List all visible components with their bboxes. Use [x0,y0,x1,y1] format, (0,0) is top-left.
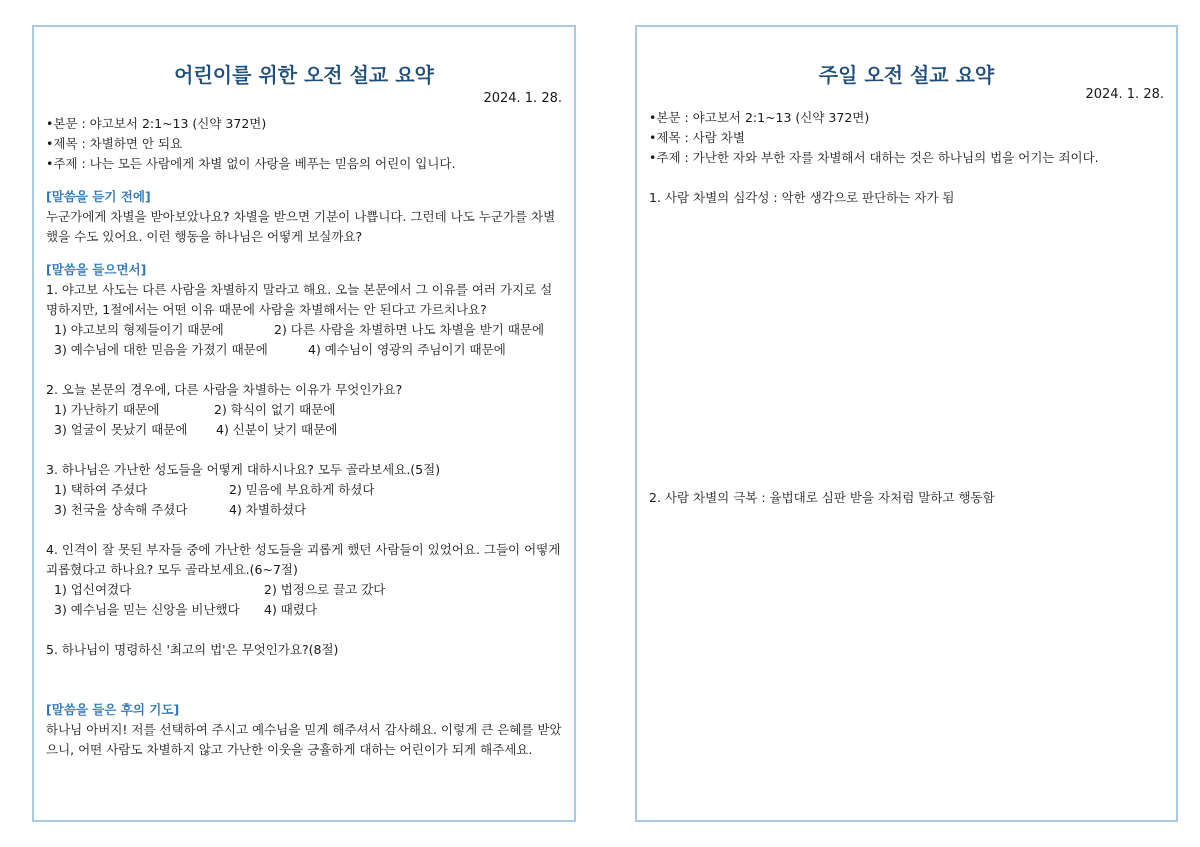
info-theme: •주제 : 나는 모든 사람에게 차별 없이 사랑을 베푸는 믿음의 어린이 입니다. [46,156,456,171]
option: 1) 가난하기 때문에 [54,402,160,417]
info-scripture: •본문 : 야고보서 2:1~13 (신약 372면) [649,110,870,125]
before-text: 누군가에게 차별을 받아보았나요? 차별을 받으면 기분이 나쁩니다. 그런데 나도 누군가를 차별했을 수도 있어요. 이런 행동을 하나님은 어떻게 보실까요? [46,209,556,244]
option: 4) 차별하셨다 [229,502,307,517]
main-sermon-body [649,108,1166,508]
question-2-options-row-2 [46,420,564,440]
option: 4) 예수님이 영광의 주님이기 때문에 [308,342,506,357]
option: 1) 야고보의 형제들이기 때문에 [54,322,224,337]
option: 4) 때렸다 [264,602,318,617]
question-4: 4. 인격이 잘 못된 부자들 중에 가난한 성도들을 괴롭게 했던 사람들이 있었어요. 그들이 어떻게 괴롭혔다고 하나요? 모두 골라보세요.(6~7절) [46,542,561,577]
info-sermon-title: •제목 : 차별하면 안 되요 [46,136,183,151]
option: 1) 택하여 주셨다 [54,482,148,497]
children-sermon-title: 어린이를 위한 오전 설교 요약 [174,63,434,87]
question-3-options-row-1 [46,480,564,500]
question-4-options-row-1 [46,580,564,600]
question-4-options-row-2 [46,600,564,620]
option: 2) 다른 사람을 차별하면 나도 차별을 받기 때문에 [274,322,545,337]
point-1: 1. 사람 차별의 심각성 : 악한 생각으로 판단하는 자가 됨 [649,190,955,205]
option: 3) 예수님을 믿는 신앙을 비난했다 [54,602,240,617]
main-sermon-date: 2024. 1. 28. [1085,87,1164,102]
question-3-options-row-2 [46,500,564,520]
children-sermon-body [46,114,564,760]
question-2-options-row-1 [46,400,564,420]
question-5: 5. 하나님이 명령하신 '최고의 법'은 무엇인가요?(8절) [46,642,339,657]
option: 2) 믿음에 부요하게 하셨다 [229,482,375,497]
info-sermon-title: •제목 : 사람 차별 [649,130,745,145]
option: 2) 법정으로 끌고 갔다 [264,582,386,597]
info-scripture: •본문 : 야고보서 2:1~13 (신약 372면) [46,116,267,131]
before-heading: [말씀을 듣기 전에] [46,189,151,204]
question-1: 1. 야고보 사도는 다른 사람을 차별하지 말라고 해요. 오늘 본문에서 그 이유를 여러 가지로 설명하지만, 1절에서는 어떤 이유 때문에 사람을 차별해서는 안 된다고 가르치나요? [46,282,553,317]
question-2: 2. 오늘 본문의 경우에, 다른 사람을 차별하는 이유가 무엇인가요? [46,382,403,397]
option: 1) 업신여겼다 [54,582,132,597]
option: 2) 학식이 없기 때문에 [214,402,336,417]
question-1-options-row-1 [46,320,564,340]
option: 3) 얼굴이 못났기 때문에 [54,422,188,437]
question-1-options-row-2 [46,340,564,360]
option: 4) 신분이 낮기 때문에 [216,422,338,437]
after-heading: [말씀을 들은 후의 기도] [46,702,180,717]
children-sermon-panel [32,25,576,822]
point-2: 2. 사람 차별의 극복 : 율법대로 심판 받을 자처럼 말하고 행동함 [649,490,995,505]
question-3: 3. 하나님은 가난한 성도들을 어떻게 대하시나요? 모두 골라보세요.(5절) [46,462,441,477]
children-sermon-date: 2024. 1. 28. [483,91,562,106]
prayer-text: 하나님 아버지! 저를 선택하여 주시고 예수님을 믿게 해주셔서 감사해요. 이렇게 큰 은혜를 받았으니, 어떤 사람도 차별하지 않고 가난한 이웃을 긍휼하게 대하는 어린이가 되게 해주세요. [46,722,562,757]
option: 3) 예수님에 대한 믿음을 가졌기 때문에 [54,342,268,357]
option: 3) 천국을 상속해 주셨다 [54,502,188,517]
main-sermon-title: 주일 오전 설교 요약 [818,63,995,87]
info-theme: •주제 : 가난한 자와 부한 자를 차별해서 대하는 것은 하나님의 법을 어기는 죄이다. [649,150,1099,165]
during-heading: [말씀을 들으면서] [46,262,147,277]
main-sermon-panel [635,25,1178,822]
